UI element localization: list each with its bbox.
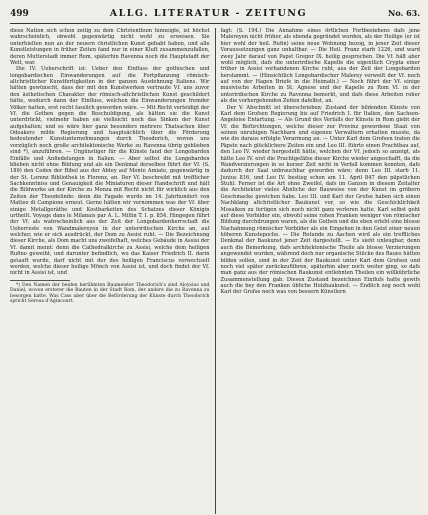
page-number: 499 [10, 9, 29, 19]
footnote-rule [10, 280, 70, 281]
header-rule [10, 23, 420, 24]
journal-title: ALLG. LITERATUR - ZEITUNG [109, 8, 308, 19]
issue-number: No. 63. [388, 8, 420, 18]
paragraph: fagt: (S. 194.) Die Annahme eines örtlichen Fortbestehens dafs jene Malereyen nicht früher, als ebenda gegründet worden, als der Heilige (er ist hier wohl der heil. Rufin) seine neue Wohnung bezog, in jener Zeit dieser Voraussetzungen ganz unhaltbar. — Die Heil. Franz starb 1226, und ward zwey Jahr darauf von Papst Gregor IX. heilig gesprochen. Die Vf. hält aber wohl möglich, dafs die unterirdische Kapelle die eigentlich Crypta einer früher in Assisi vorhandenen Kirche ruht, aus der Zeit der Longobarden herstammt. — (Hinsichtlich Longobardischer Malerey verweilt der Vf. noch auf von der Hagen Briefe in die Heimath.) — Noch führt der Vf. einige musivische Arbeiten in St. Agnese und der Kapelle zu Rom VI. in der unterirdischen Kirche zu Ravenna bemerkt, und dafs diese Arbeiten roher als die vorhergehenden Zeiten dafelbst, an. [220, 28, 420, 105]
footnote: *) Den Namen der beiden berühmten Baumeister Theodorich's sind Aloysius und Daniel, wovon ersterer die Bauten in der Stadt Rom, der andere die zu Ravenna zu besorgen hatte. Was Cass aber über die Beförderung der Künste durch Theodorich spricht Serous d'Agincourt. [10, 282, 210, 305]
left-column [10, 28, 215, 514]
paragraph: Der V. Abschnitt ist überschrieben: Zustand der bildenden Künste von Karl dem Grofsen Regierung bis auf Friedrich I. für Italien, den Sachsen-Angeloise Entartung. — Als Grund des Verfalls der Künste in Rom giebt der Vf. die Befürchtungen, welche dieser zur Provinz gewordene Staat von seinen unruhigen Nachbarn und eigenen Verwaltern erhalten musste, da wie die daraus erfolgte Verarmung an. — Unter Karl dem Grofsen traten die Päpste nach glücklichere Zeiten ein und Leo III. führte einen Prachtbau auf, den Leo IV. wieder hergestellt hätte, welchen der Vf. jedoch so anzeigt, als hätte Leo IV. erst die Prachtgefäfse dieser Kirche wieder angeschafft, da die Wandverzierungen in so kurzer Zeit nicht in Verfall kommen konnten, dafs dadurch der Saal unbrauchbar geworden wäre: denn Leo III. starb 11. Junius 816, und Leo IV. bestieg schon am 11. April 847 den päpstlichen Stuhl. Ferner ist die Art ohne Zweifel, dafs im Ganzen in diesem Zeitalter die Architektur vieles Ähnliche der Bauweise von der Kunst im gröbern Geschmacke gewichen habe. Leo III. und Karl der Grofse haben sich einen Nachklang altchristlicher Baukunst vor, so wie die Geschicklichkeit Mosaiken zu fertigen sich noch nicht ganz verloren hatte. Karl selbst geht auf diese Vorbilder ein, obwohl seine rohen Franken weniger von römischer Bildung durchdrungen waren, als die Gothen und die eben erlebt eine blosse Nachahmung römischer Vorbilder als ein Eingehen in den Geist einer neuen höheren Kunstepoche. — Die Rotunde zu Aachen wird als ein treffliches Denkmal der Baukunst jener Zeit dargestellt. — Es sieht unleugbar, denn auch die Bemerkung, dafs architektonische Theile als blosse Verzierungen angewendet wurden, während doch nur organische Stücke des Baues hätten bilden sollen, sind in der Zeit der Baukunst unter Karl dem Grofsen und noch viel später zurückzuführen, späterhin aber noch weiter ging, so dafs man ganz aus der römischen Baukunst entlehnten Theilen ein willkührliche Zusammenstellung gab. Diesen Zustand bezeichnen Einflufs hatte gewifs auch die bey den Franken übliche Holzbaukunst. — Endlich zog noch wohl Karl der Grofse noch was von bessern Künstlern [220, 104, 420, 296]
paragraph: Die IV. Ueberschrift ist: Ueber den Einfluss der gothischen und longobardischen Einwanderungen auf die Fortpflanzung römisch-altchristlicher Kunstfertigkeiten in der ganzen Ausdehnung Italiens. Wir hätten gewünscht, dass der mit den Kunstwerken vertraute Vf. uns zuvor den ästhetischen Charakter der römisch-altchristlichen Kunst geschildert hätte, wodurch dann der Einfluss, welchen die Einwanderungen fremder Völker hatten, erst recht fasslich geworden wäre. — Mit Recht verteidigt der Vf. die Gothen gegen die Beschuldigung, als hätten sie die Kunst unterdrückt, vielmehr haben sie vielleicht noch das Sinken der Kunst aufgehalten; und es wäre hier ganz besonders mehrere Thatsachen über Odoakers milde Regierung und hauptsächlich über die Förderung bedeutender Kunstunternehmungen durch Theodorich, wovon uns vorzüglich noch große architektonische Werke zu Ravenna übrig geblieben sind *), anzuführen. — Ungünstiger für die Künste fand der Longobarden Einfälle und Anfiedelungen in Italien. — Aber selbst die Longobarden blieben nicht ohne Bildung und als ein Denkmal derselben führt der Vf. (S. 189) den Codex der Bibel aus der Abtey auf Monte Amiate, gegenwärtig in der St. Lorenz Bibliothek in Florenz, an. Der Vf. beschreibt mit trefflicher Sachkenntniss und Genauigkeit die Miniaturen dieser Handschrift und hält die Bildwerke an der Kirche zu Monza mit Recht nicht für wirklich aus den Zeiten der Theodelinde: denn die Fagade wurde im 14. Jahrhundert von Matteo di Campione erneut. Gerne hätten wir vernommen was der Vf. über einige Metallgeräthe und Kostbarkeiten des Schatzes dieser Königin urtheilt. Voyage dans le Milanais par A. L. Millin T. I. p. 854. Hingegen führt der Vf. als wahrscheinlich aus der Zeit der Longobardenherrschaft die Ueberreste von Wandmalereyen in der unterirdischen Kirche an, auf welcher, wie er sich ausdrückt, der Dom zu Assisi ruht. — Die Bezeichnung dieser Kirche, als Dom macht uns zweifelhaft, welches Gebäude in Assisi der Vf. damit meint: denn die Cathedralkirche zu Assisi, welche dem heiligen Rufino geweiht, und darunter befindlich, wo das Kaiser Friedrich II. darin getauft wurde, darf nicht mit der des heiligen Franciscus verwechselt werden, welche dieser heilige Mönch von Assisi ist, und doch findet der Vf. nicht in Assisi ist, und [10, 66, 210, 277]
paragraph: diese Nation sich schon zeitig zu dem Christenthum hinneigte, ist höchst wahrscheinlich, obwohl gegenwärtig nicht wohl zu erweisen. Sie unterhielten nun an der neuern christlichen Kunst gehabt haben, und alle Kunstleistungen in früher Zeiten fand nur in einer Kluft zusammenzufallen, deren Mutterstadt immer Rom, späterhin Ravenna noch die Hauptstadt der Welt, war. [10, 28, 210, 66]
right-column [216, 28, 421, 514]
page-header [10, 8, 420, 20]
text-columns [10, 28, 420, 514]
